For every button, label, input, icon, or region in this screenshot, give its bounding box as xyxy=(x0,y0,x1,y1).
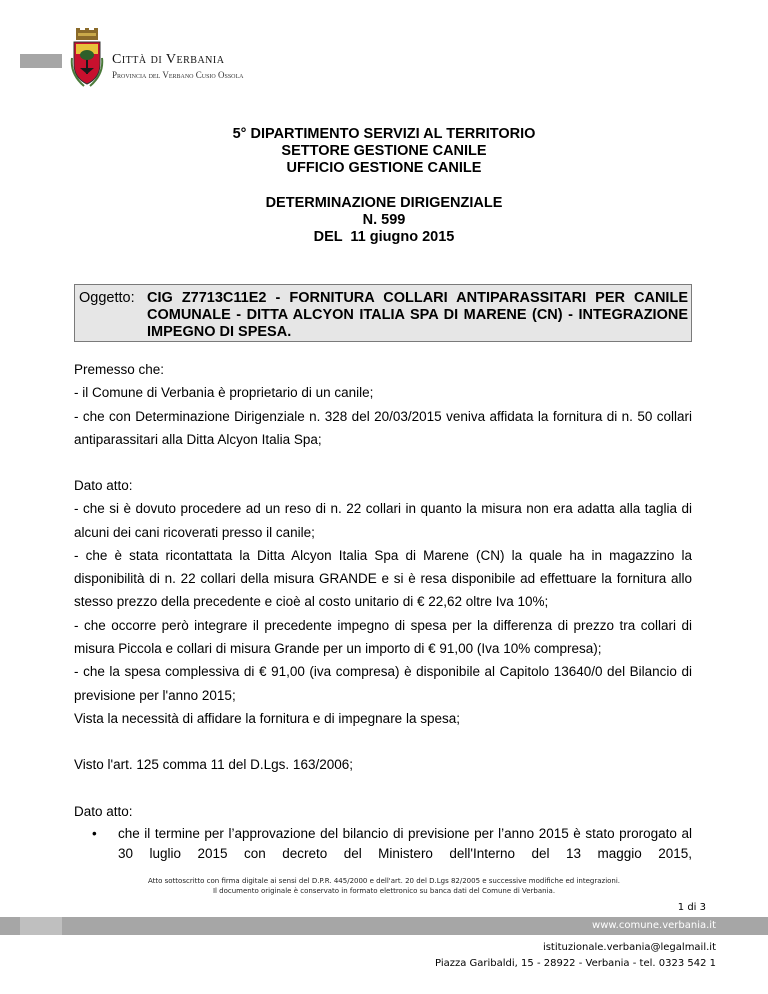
dato-atto-section xyxy=(74,474,692,707)
determination-date: DEL 11 giugno 2015 xyxy=(313,229,455,245)
page-number: 1 di 3 xyxy=(677,902,706,913)
department-line: 5° DIPARTIMENTO SERVIZI AL TERRITORIO xyxy=(232,126,536,142)
legal-note-line: Il documento originale è conservato in formato elettronico su banca dati del Comune di Verbania. xyxy=(212,887,556,895)
premesso-item: - che con Determinazione Dirigenziale n. 328 del 20/03/2015 veniva affidata la fornitura di n. 50 collari antiparassitari alla Ditta Alcyon Italia Spa; xyxy=(74,408,692,447)
determination-heading xyxy=(0,195,768,246)
website-link[interactable]: www.comune.verbania.it xyxy=(592,920,716,931)
city-name: Città di Verbania xyxy=(112,52,225,67)
bullet-text: che il termine per l’approvazione del bilancio di previsione per l’anno 2015 è stato prorogato al 30 luglio 2015 con decreto del Ministero dell'Interno del 13 maggio 2015, xyxy=(118,826,692,861)
address-text: Piazza Garibaldi, 15 - 28922 - Verbania - tel. 0323 542 1 xyxy=(435,958,716,969)
dato-atto-item: - che occorre però integrare il precedente impegno di spesa per la differenza di prezzo tra collari di misura Piccola e collari di misura Grande per un importo di € 91,00 (Iva 10% compresa); xyxy=(74,617,692,657)
dato-atto-item: - che si è dovuto procedere ad un reso di n. 22 collari in quanto la misura non era adatta alla taglia di alcuni dei cani ricoverati presso il canile; xyxy=(74,501,692,540)
bullet-icon: • xyxy=(92,826,97,841)
header-grey-marker xyxy=(20,54,62,68)
premesso-heading: Premesso che: xyxy=(74,362,165,377)
determination-number: N. 599 xyxy=(362,212,406,228)
visto-paragraph xyxy=(74,753,692,776)
email-link[interactable]: istituzionale.verbania@legalmail.it xyxy=(542,942,716,953)
dato-atto-item: - che la spesa complessiva di € 91,00 (iva compresa) è disponibile al Capitolo 13640/0 del Bilancio di previsione per l'anno 2015; xyxy=(74,664,692,703)
office-line: UFFICIO GESTIONE CANILE xyxy=(286,160,482,176)
dato-atto-heading: Dato atto: xyxy=(74,804,133,819)
vista-paragraph xyxy=(74,707,692,730)
subject-box xyxy=(74,284,692,342)
visto-text: Visto l'art. 125 comma 11 del D.Lgs. 163/2006; xyxy=(74,757,353,772)
dato-atto-heading: Dato atto: xyxy=(74,478,133,493)
vista-text: Vista la necessità di affidare la fornitura e di impegnare la spesa; xyxy=(74,711,460,726)
premesso-section xyxy=(74,358,692,451)
sector-line: SETTORE GESTIONE CANILE xyxy=(281,143,487,159)
premesso-item: - il Comune di Verbania è proprietario di un canile; xyxy=(74,385,374,401)
determination-title: DETERMINAZIONE DIRIGENZIALE xyxy=(265,195,503,211)
city-crest-icon xyxy=(70,28,104,88)
legal-note xyxy=(0,876,768,896)
department-heading xyxy=(0,126,768,177)
province-name: Provincia del Verbano Cusio Ossola xyxy=(112,70,244,80)
dato-atto-section-2 xyxy=(74,800,692,823)
legal-note-line: Atto sottoscritto con firma digitale ai sensi del D.P.R. 445/2000 e dell'art. 20 del D.Lgs 82/2005 e successive modifiche ed integrazioni. xyxy=(147,877,621,885)
dato-atto-item: - che è stata ricontattata la Ditta Alcyon Italia Spa di Marene (CN) la quale ha in magazzino la disponibilità di n. 22 collari della misura GRANDE e si è resa disponibile ad effettuare la fornitura allo stesso prezzo della precedente e cioè al costo unitario di € 22,62 oltre Iva 10%; xyxy=(74,547,692,610)
footer-grey-marker xyxy=(20,917,62,935)
subject-text: CIG Z7713C11E2 - FORNITURA COLLARI ANTIPARASSITARI PER CANILE COMUNALE - DITTA ALCYON ITALIA SPA DI MARENE (CN) - INTEGRAZIONE IMPEGNO DI SPESA. xyxy=(147,290,688,340)
subject-label: Oggetto: xyxy=(79,290,135,306)
